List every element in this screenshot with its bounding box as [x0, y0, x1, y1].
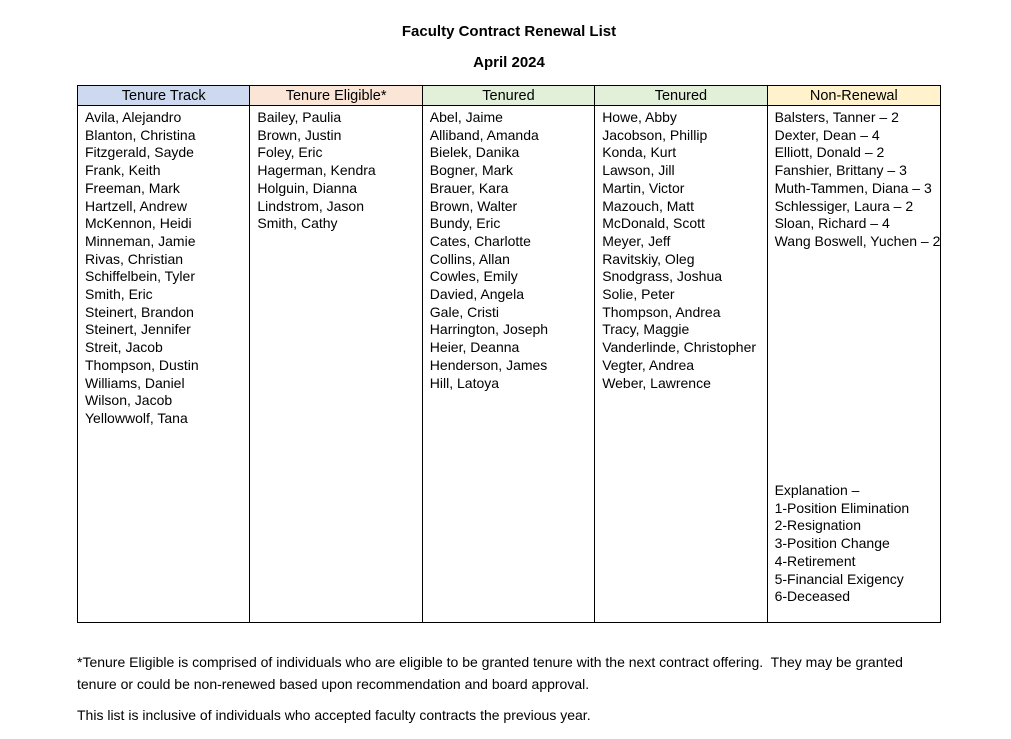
- explanation-code: 4-Retirement: [774, 552, 856, 569]
- faculty-name: Thompson, Andrea: [602, 303, 721, 320]
- table-header-row: [78, 86, 940, 106]
- faculty-name: Henderson, James: [429, 356, 548, 373]
- faculty-name: Schlessiger, Laura – 2: [774, 197, 914, 214]
- explanation-code: 3-Position Change: [774, 535, 890, 552]
- table-body-row: [78, 106, 940, 622]
- faculty-name: Howe, Abby: [602, 109, 677, 125]
- faculty-name: Weber, Lawrence: [602, 374, 711, 391]
- tenured-1-name-list: [430, 109, 590, 392]
- non-renewal-name-list: [774, 109, 940, 251]
- faculty-name: Elliott, Donald – 2: [774, 144, 885, 161]
- faculty-name: Cates, Charlotte: [429, 232, 531, 249]
- faculty-name: Steinert, Jennifer: [85, 321, 191, 338]
- faculty-name: Brown, Justin: [257, 126, 342, 143]
- faculty-name: Hill, Latoya: [429, 374, 500, 391]
- explanation-code: 5-Financial Exigency: [774, 570, 904, 587]
- faculty-name: McKennon, Heidi: [85, 215, 192, 232]
- column-cell-non-renewal: [768, 106, 940, 622]
- footnote-list-scope: This list is inclusive of individuals who accepted faculty contracts the previous year.: [77, 707, 591, 723]
- faculty-name: Smith, Cathy: [257, 215, 338, 232]
- faculty-name: Tracy, Maggie: [602, 321, 690, 338]
- tenured-2-name-list: [602, 109, 762, 392]
- faculty-name: Konda, Kurt: [602, 144, 677, 161]
- faculty-name: Davied, Angela: [429, 286, 524, 303]
- explanation-code: 6-Deceased: [774, 588, 851, 605]
- faculty-name: Bailey, Paulia: [257, 109, 342, 125]
- faculty-name: Fitzgerald, Sayde: [85, 144, 194, 161]
- explanation-code-list: [775, 500, 936, 606]
- column-header-non-renewal: Non-Renewal: [768, 86, 940, 106]
- footnote-tenure-eligible: *Tenure Eligible is comprised of individuals who are eligible to be granted tenure with the next contract offering. They may be granted tenure or could be non-renewed based upon recommendation and board approval.: [77, 654, 907, 692]
- faculty-name: Yellowwolf, Tana: [85, 409, 188, 426]
- faculty-name: Alliband, Amanda: [429, 126, 539, 143]
- faculty-name: Steinert, Brandon: [85, 303, 194, 320]
- faculty-name: Blanton, Christina: [85, 126, 196, 143]
- column-cell-tenure-track: [78, 106, 250, 622]
- faculty-name: Avila, Alejandro: [85, 109, 182, 125]
- faculty-name: Martin, Victor: [602, 179, 685, 196]
- faculty-name: Foley, Eric: [257, 144, 323, 161]
- faculty-name: Fanshier, Brittany – 3: [774, 162, 907, 179]
- faculty-name: Balsters, Tanner – 2: [774, 109, 899, 125]
- faculty-name: Schiffelbein, Tyler: [85, 268, 195, 285]
- column-header-tenure-eligible: Tenure Eligible*: [250, 86, 422, 106]
- faculty-name: Freeman, Mark: [85, 179, 180, 196]
- faculty-name: Dexter, Dean – 4: [774, 126, 880, 143]
- faculty-name: McDonald, Scott: [602, 215, 705, 232]
- faculty-name: Hagerman, Kendra: [257, 162, 376, 179]
- faculty-name: Snodgrass, Joshua: [602, 268, 723, 285]
- faculty-name: Hartzell, Andrew: [85, 197, 187, 214]
- faculty-name: Bogner, Mark: [429, 162, 514, 179]
- footnotes: [77, 651, 945, 726]
- faculty-name: Streit, Jacob: [85, 339, 163, 356]
- faculty-name: Jacobson, Phillip: [602, 126, 708, 143]
- explanation-code: 1-Position Elimination: [774, 499, 910, 516]
- faculty-name: Vanderlinde, Christopher: [602, 339, 757, 356]
- column-header-tenure-track: Tenure Track: [78, 86, 250, 106]
- page-subtitle: April 2024: [473, 54, 545, 71]
- faculty-name: Bundy, Eric: [429, 215, 501, 232]
- faculty-name: Heier, Deanna: [429, 339, 520, 356]
- faculty-name: Williams, Daniel: [85, 374, 185, 391]
- column-cell-tenured-1: [423, 106, 595, 622]
- page-title: Faculty Contract Renewal List: [401, 23, 617, 40]
- document-content: [77, 0, 941, 726]
- faculty-name: Wilson, Jacob: [85, 392, 173, 409]
- faculty-name: Bielek, Danika: [429, 144, 520, 161]
- faculty-name: Lawson, Jill: [602, 162, 675, 179]
- faculty-name: Wang Boswell, Yuchen – 2: [774, 232, 940, 249]
- faculty-name: Brown, Walter: [429, 197, 518, 214]
- faculty-name: Ravitskiy, Oleg: [602, 250, 695, 267]
- faculty-name: Smith, Eric: [85, 286, 153, 303]
- explanation-title: Explanation –: [774, 482, 860, 499]
- column-cell-tenure-eligible: [250, 106, 422, 622]
- faculty-name: Sloan, Richard – 4: [774, 215, 890, 232]
- column-header-tenured-1: Tenured: [423, 86, 595, 106]
- faculty-name: Cowles, Emily: [429, 268, 518, 285]
- tenure-track-name-list: [85, 109, 245, 428]
- faculty-name: Gale, Cristi: [429, 303, 500, 320]
- faculty-name: Brauer, Kara: [429, 179, 509, 196]
- faculty-name: Harrington, Joseph: [429, 321, 549, 338]
- faculty-name: Muth-Tammen, Diana – 3: [774, 179, 932, 196]
- faculty-name: Lindstrom, Jason: [257, 197, 364, 214]
- faculty-name: Holguin, Dianna: [257, 179, 358, 196]
- explanation-code: 2-Resignation: [774, 517, 861, 534]
- faculty-name: Collins, Allan: [429, 250, 510, 267]
- faculty-name: Meyer, Jeff: [602, 232, 671, 249]
- faculty-name: Rivas, Christian: [85, 250, 184, 267]
- faculty-name: Minneman, Jamie: [85, 232, 196, 249]
- faculty-name: Mazouch, Matt: [602, 197, 695, 214]
- faculty-renewal-table: [77, 85, 941, 623]
- column-header-tenured-2: Tenured: [595, 86, 767, 106]
- faculty-name: Vegter, Andrea: [602, 356, 695, 373]
- faculty-name: Frank, Keith: [85, 162, 161, 179]
- faculty-name: Abel, Jaime: [429, 109, 503, 125]
- tenure-eligible-name-list: [257, 109, 417, 233]
- column-cell-tenured-2: [595, 106, 767, 622]
- faculty-name: Solie, Peter: [602, 286, 675, 303]
- faculty-name: Thompson, Dustin: [85, 356, 199, 373]
- non-renewal-code-explanation: [775, 482, 936, 606]
